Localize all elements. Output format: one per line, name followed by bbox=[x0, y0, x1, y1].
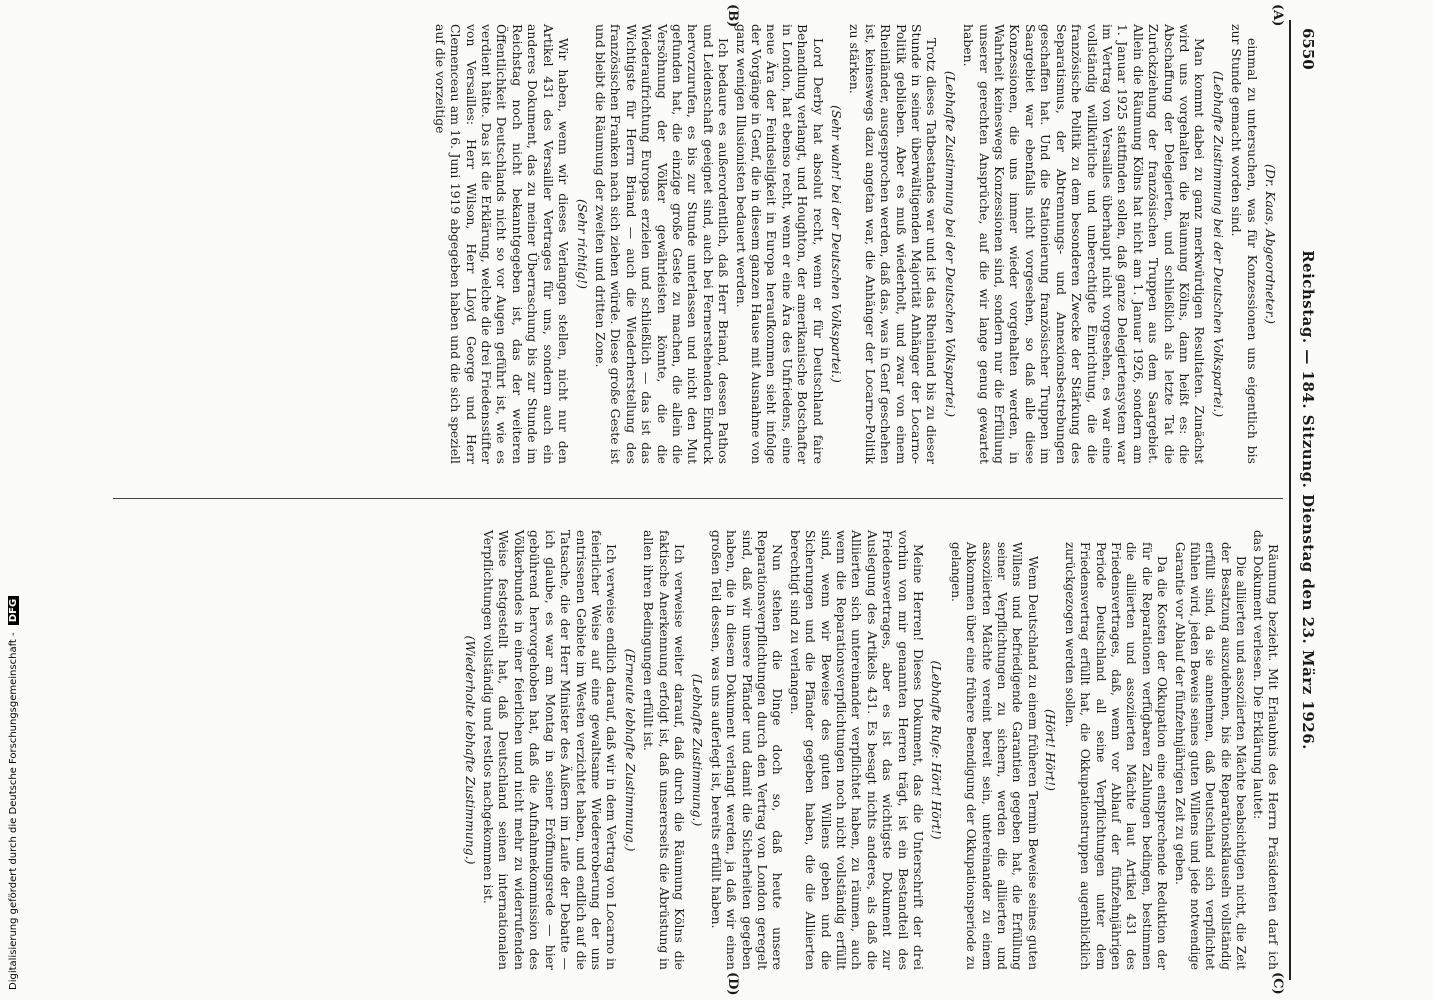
header-rule bbox=[1289, 20, 1291, 980]
right-column bbox=[459, 530, 1281, 970]
header-title: Reichstag. — 184. Sitzung. Dienstag den 23. März 1926. bbox=[1299, 250, 1317, 750]
interjection: (Lebhafte Zustimmung bei der Deutschen Volkspartei.) bbox=[1210, 70, 1226, 418]
margin-mark-c: (C) bbox=[1270, 972, 1285, 995]
paragraph: Ich verweise weiter darauf, daß durch die Räumung Kölns die faktische Anerkennung erfolgt ist, daß unsererseits die Abrüstung in allen ihren Bedingungen erfüllt ist. bbox=[641, 530, 687, 970]
footer-credit bbox=[8, 0, 19, 990]
quoted-paragraph: Die alliierten und assoziierten Mächte beabsichtigen nicht, die Zeit der Besatzung auszudehnen, bis die Reparationsklauseln vollständig erfüllt sind, da sie annehmen, daß Deutschland sich verpflichtet fühlen wird, jeden Beweis seines guten Willens und jede notwendige Garantie vor Ablauf der fünfzehnjährigen Zeit zu geben. bbox=[1172, 542, 1249, 970]
paragraph: Räumung bezieht. Mit Erlaubnis des Herrn Präsidenten darf ich das Dokument verlesen. Die Erklärung lautet: bbox=[1250, 530, 1281, 970]
paragraph: Ich bedaure es außerordentlich, daß Herr Briand, dessen Pathos und Leidenschaft geeignet sind, auch bei Fernerstehenden Eindruck hervorzurufen, es bis zur Stunde unterlassen und nicht den Mut gefunden hat, die einzige große Geste zu machen, die allein die Versöhnung der Völker gewährleisten könnte, die die Wiederaufrichtung Europas erzielen und schließlich — das ist das Wichtigste für Herrn Briand — auch die Wiederherstellung des französischen Franken nach sich ziehen würde. Diese große Geste ist und bleibt die Räumung der zweiten und dritten Zone. bbox=[592, 24, 732, 464]
interjection: (Lebhafte Zustimmung.) bbox=[690, 673, 706, 827]
paragraph: Man kommt dabei zu ganz merkwürdigen Resultaten. Zunächst wird uns vorgehalten die Räumung Kölns, dann heißt es: die Abschaffung der Delegierten, und schließlich als letzte Tat die Zurückziehung der französischen Truppen aus dem Saargebiet. Allein die Räumung Kölns hat nicht am 1. Januar 1926, sondern am 1. Januar 1925 stattfinden sollen, daß ganze Delegiertensystem war im Vertrag von Versailles überhaupt nicht vorgesehen, es war eine vollständig willkürliche und unberechtigte Einrichtung, die die französische Politik zu dem besonderen Zwecke der Stärkung des Separatismus, der Abtrennungs- und Annexionsbestrebungen geschaffen hat. Und die Stationierung französischer Truppen im Saargebiet war ebenfalls nicht vorgesehen, so daß alle diese Konzessionen, die uns immer wieder vorgehalten werden, in Wahrheit keineswegs Konzessionen sind, sondern nur die Erfüllung unserer gerechten Ansprüche, auf die wir lange genug gewartet haben. bbox=[961, 24, 1208, 464]
paragraph: Nun stehen die Dinge doch so, daß heute unsere Reparationsverpflichtungen durch den Vertrag von London geregelt sind, daß wir unsere Pfänder und damit die Sicherheiten gegeben haben, die in diesem Dokument verlangt werden, ja daß wir einen großen Teil dessen, was uns auferlegt ist, bereits erfüllt haben. bbox=[708, 530, 786, 970]
interjection: (Sehr wahr! bei der Deutschen Volkspartei.) bbox=[829, 105, 845, 383]
margin-mark-a: (A) bbox=[1270, 4, 1285, 27]
page-number: 6550 bbox=[1299, 28, 1317, 70]
page-header bbox=[1293, 0, 1317, 1000]
interjection: (Lebhafte Rufe: Hört! Hört!) bbox=[929, 660, 945, 840]
quoted-paragraph: Wenn Deutschland zu einem früheren Termin Beweise seines guten Willens und befriedigende Garantien gegeben hat, die Erfüllung seiner Verpflichtungen zu sichern, werden die alliierten und assoziierten Mächte vereint bereit sein, untereinander zu einem Abkommen über eine frühere Beendigung der Okkupationsperiode zu gelangen. bbox=[948, 542, 1040, 970]
interjection: (Wiederholte lebhafte Zustimmung.) bbox=[462, 635, 478, 865]
paragraph: Ich verweise endlich darauf, daß wir in dem Vertrag von Locarno in feierlicher Weise auf eine gewaltsame Wiedereroberung der uns entrissenen Gebiete im Westen verzichtet haben, und endlich auf die Tatsache, die der Herr Minister des Äußern im Laufe der Debatte — ich glaube, es war am Montag in seiner Eröffnungsrede — hier gebührend hervorgehoben hat, daß die Aufnahmekommission des Völkerbundes in einer feierlichen und nicht mehr zu widerrufenden Weise festgestellt hat, daß Deutschland seinen internationalen Verpflichtungen vollständig und restlos nachgekommen ist. bbox=[481, 530, 620, 970]
interjection: (Sehr richtig!) bbox=[574, 199, 590, 289]
paragraph: Meine Herren! Dieses Dokument, das die Unterschrift der drei vorhin von mir genannten Herren trägt, ist ein Bestandteil des Friedensvertrages, aber es ist das wichtigste Dokument zur Auslegung des Artikels 431. Es besagt nichts anderes, als daß die Alliierten sich untereinander verpflichtet haben, zu räumen, auch wenn die Reparationsverpflichtungen noch nicht vollständig erfüllt sind, wenn wir Beweise des guten Willens geben und die Sicherungen und die Pfänder gegeben haben, die die Alliierten berechtigt sind zu verlangen. bbox=[787, 530, 927, 970]
quoted-paragraph: Da die Kosten der Okkupation eine entsprechende Reduktion der für die Reparationen verfügbaren Zahlungen bedingen, bestimmen die alliierten und assoziierten Mächte laut Artikel 431 des Friedensvertrages, daß, wenn vor Ablauf der fünfzehnjährigen Periode Deutschland all seine Verpflichtungen unter dem Friedensvertrag erfüllt hat, die Okkupationstruppen augenblicklich zurückgezogen werden sollen. bbox=[1062, 542, 1170, 970]
rotated-sheet bbox=[95, 0, 1325, 1000]
paragraph: Lord Derby hat absolut recht, wenn er für Deutschland faire Behandlung verlangt, und Houghton, der amerikanische Botschafter in London, hat ebenso recht, wenn er eine Ära des Unfriedens, eine neue Ära der Feindseligkeit in Europa heraufkommen sieht infolge der Vorgänge in Genf, die in diesem ganzen Hause mit Ausnahme von ganz wenigen Illusionisten bedauert werden. bbox=[733, 24, 826, 464]
interjection: (Lebhafte Zustimmung bei der Deutschen Volkspartei.) bbox=[942, 70, 958, 418]
margin-mark-d: (D) bbox=[725, 972, 740, 996]
interjection: (Dr. Kaas, Abgeordneter.) bbox=[1263, 164, 1278, 324]
margin-mark-b: (B) bbox=[725, 4, 740, 28]
dfg-logo: DFG bbox=[8, 596, 19, 625]
paragraph: einmal zu untersuchen, was für Konzessionen uns eigentlich bis zur Stunde gemacht worden sind. bbox=[1229, 24, 1260, 464]
interjection: (Erneute lebhafte Zustimmung.) bbox=[622, 648, 638, 852]
left-column bbox=[430, 24, 1281, 464]
footer-credit-text: Digitalisierung gefördert durch die Deutsche Forschungsgemeinschaft - bbox=[8, 632, 19, 990]
paragraph: Trotz dieses Tatbestandes war und ist das Rheinland bis zu dieser Stunde in seiner überwältigenden Majorität Anhänger der Locarno-Politik geblieben. Aber es muß wiederholt, und zwar von einem Rheinländer, ausgesprochen werden, daß das, was in Genf geschehen ist, keineswegs dazu angetan war, die Anhänger der Locarno-Politik zu stärken. bbox=[847, 24, 940, 464]
column-divider bbox=[113, 498, 1283, 499]
paragraph: Wir haben, wenn wir dieses Verlangen stellen, nicht nur den Artikel 431 des Versailler Vertrages für uns, sondern auch ein anderes Dokument, das zu meiner Überraschung bis zur Stunde im Reichstag noch nicht bekanntgegeben ist, das der weiteren Öffentlichkeit Deutschlands nicht so vor Augen geführt ist, wie es verdient hätte. Das ist die Erklärung, welche die drei Friedensstifter von Versailles: Herr Wilson, Herr Lloyd George und Herr Clemenceau am 16. Juni 1919 abgegeben haben und die sich speziell auf die vorzeitige bbox=[432, 24, 572, 464]
interjection: (Hört! Hört!) bbox=[1043, 709, 1059, 791]
